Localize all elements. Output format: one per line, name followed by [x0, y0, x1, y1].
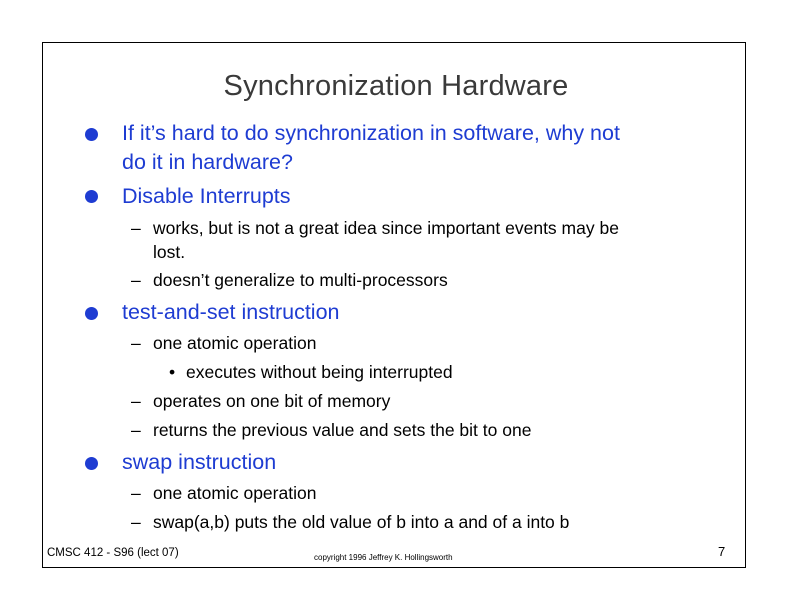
- sub-bullet-text: doesn’t generalize to multi-processors: [153, 270, 448, 290]
- footer-course: CMSC 412 - S96 (lect 07): [47, 547, 179, 559]
- bullet-text: Disable Interrupts: [122, 184, 291, 208]
- sub-bullet-text-continued: lost.: [153, 242, 186, 262]
- bullet-text-continued: do it in hardware?: [122, 150, 293, 174]
- bullet-text: If it’s hard to do synchronization in software, why not: [122, 121, 620, 145]
- slide-title: Synchronization Hardware: [223, 70, 569, 102]
- sub-sub-bullet-text: executes without being interrupted: [186, 362, 453, 382]
- dash-marker: –: [131, 218, 141, 238]
- page-number: 7: [718, 544, 726, 559]
- dot-marker: •: [169, 362, 176, 382]
- bullet-marker: [85, 190, 98, 203]
- dash-marker: –: [131, 512, 141, 532]
- dash-marker: –: [131, 270, 141, 290]
- sub-bullet-text: swap(a,b) puts the old value of b into a and of a into b: [153, 512, 570, 532]
- sub-bullet-text: works, but is not a great idea since important events may be: [153, 218, 619, 238]
- dash-marker: –: [131, 420, 141, 440]
- footer-copyright: copyright 1996 Jeffrey K. Hollingsworth: [314, 553, 453, 562]
- bullet-marker: [85, 128, 98, 141]
- sub-bullet-text: operates on one bit of memory: [153, 391, 391, 411]
- dash-marker: –: [131, 391, 141, 411]
- dash-marker: –: [131, 483, 141, 503]
- sub-bullet-text: returns the previous value and sets the bit to one: [153, 420, 532, 440]
- sub-bullet-text: one atomic operation: [153, 333, 317, 353]
- dash-marker: –: [131, 333, 141, 353]
- bullet-text: swap instruction: [122, 450, 277, 474]
- bullet-marker: [85, 457, 98, 470]
- bullet-marker: [85, 307, 98, 320]
- sub-bullet-text: one atomic operation: [153, 483, 317, 503]
- bullet-text: test-and-set instruction: [122, 300, 340, 324]
